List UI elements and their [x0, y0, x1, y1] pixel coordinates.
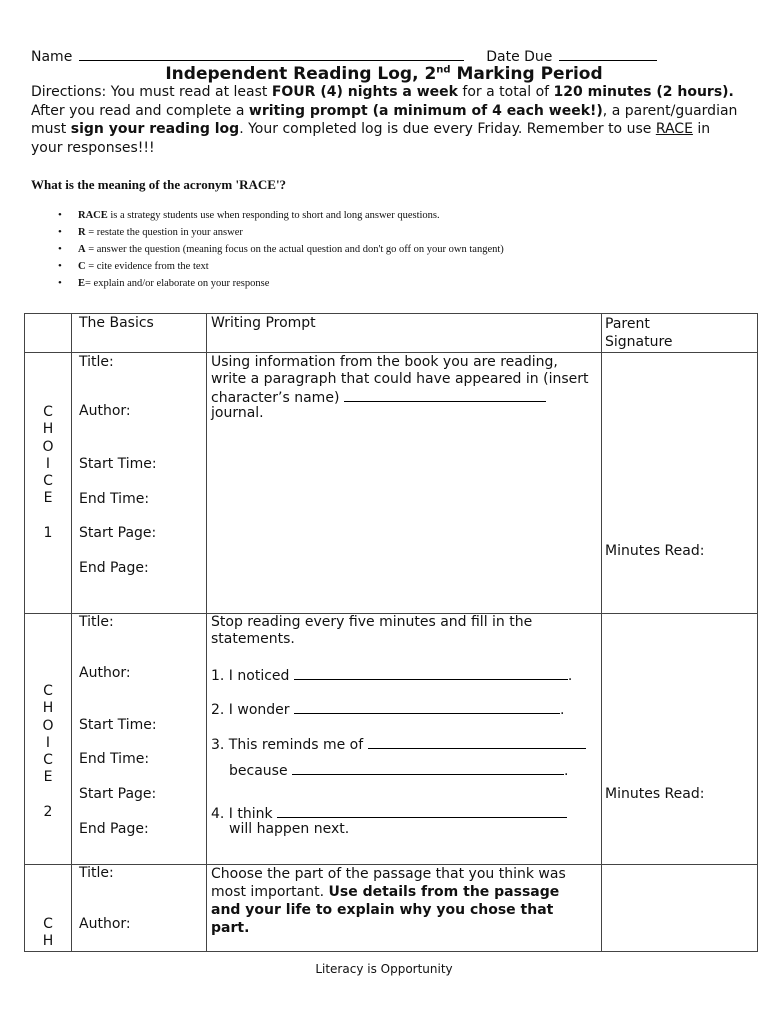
title-label: Title: — [79, 865, 114, 881]
name-date-row — [31, 46, 657, 65]
think-statement: 4. I think — [211, 804, 567, 822]
choice-3-label: C H — [42, 916, 54, 950]
header-cell-prompt: Writing Prompt — [207, 314, 602, 353]
choice-1-label: C H O I C E 1 — [42, 404, 54, 541]
header-cell-blank — [25, 314, 72, 353]
start-time-label: Start Time: — [79, 717, 157, 733]
start-page-label: Start Page: — [79, 525, 157, 541]
header-cell-signature: Parent Signature — [602, 314, 758, 353]
choice-label-cell — [25, 614, 72, 865]
author-label: Author: — [79, 665, 131, 681]
signature-cell[interactable] — [602, 353, 758, 614]
date-due-label: Date Due — [486, 49, 553, 65]
author-label: Author: — [79, 403, 131, 419]
list-item: • C = cite evidence from the text — [58, 261, 504, 278]
table-row-choice-1 — [25, 353, 758, 614]
race-list — [58, 210, 504, 295]
name-label: Name — [31, 49, 73, 65]
signature-cell[interactable] — [602, 614, 758, 865]
choice-label-cell — [25, 865, 72, 952]
writing-prompt-cell: Stop reading every five minutes and fill in the statements. 1. I noticed . 2. I wonder . 3. This reminds me of because . 4. I think will happen next. — [207, 614, 602, 865]
table-row-choice-2 — [25, 614, 758, 865]
name-field[interactable] — [79, 46, 464, 61]
start-page-label: Start Page: — [79, 786, 157, 802]
reminds-statement: 3. This reminds me of — [211, 735, 586, 753]
writing-prompt-cell: Using information from the book you are reading, write a paragraph that could have appeared in (insert character’s name) journal. — [207, 353, 602, 614]
list-item: • RACE is a strategy students use when responding to short and long answer questions. — [58, 210, 504, 227]
end-page-label: End Page: — [79, 821, 149, 837]
noticed-statement: 1. I noticed . — [211, 668, 573, 684]
basics-cell — [72, 614, 207, 865]
directions-paragraph: Directions: You must read at least FOUR (4) nights a week for a total of 120 minutes (2 hours). After you read and complete a writing prompt (a minimum of 4 each week!), a parent/guardian must sign your reading log. Your completed log is due every Friday. Remember to use RACE in your responses!!! — [31, 84, 738, 156]
wonder-statement: 2. I wonder . — [211, 702, 565, 718]
footer-text: Literacy is Opportunity — [315, 962, 453, 976]
basics-cell — [72, 865, 207, 952]
start-time-label: Start Time: — [79, 456, 157, 472]
choice-label-cell — [25, 353, 72, 614]
race-question: What is the meaning of the acronym 'RACE'? — [31, 177, 287, 192]
because-statement: because . — [229, 763, 569, 779]
choice-2-label: C H O I C E 2 — [42, 683, 54, 820]
header-cell-basics: The Basics — [72, 314, 207, 353]
minutes-read-label: Minutes Read: — [605, 543, 705, 559]
list-item: • A = answer the question (meaning focus on the actual question and don't go off on your own tangent) — [58, 244, 504, 261]
character-name-blank[interactable] — [344, 388, 546, 402]
title-label: Title: — [79, 354, 114, 370]
title-label: Title: — [79, 614, 114, 630]
author-label: Author: — [79, 916, 131, 932]
table-row-choice-3 — [25, 865, 758, 952]
end-page-label: End Page: — [79, 560, 149, 576]
reading-log-table — [24, 313, 758, 952]
list-item: • E= explain and/or elaborate on your response — [58, 278, 504, 295]
signature-cell[interactable] — [602, 865, 758, 952]
date-due-field[interactable] — [559, 46, 657, 61]
list-item: • R = restate the question in your answer — [58, 227, 504, 244]
end-time-label: End Time: — [79, 751, 150, 767]
writing-prompt-cell: Choose the part of the passage that you think was most important. Use details from the passage and your life to explain why you chose that part. — [207, 865, 602, 952]
table-header-row — [25, 314, 758, 353]
minutes-read-label: Minutes Read: — [605, 786, 705, 802]
basics-cell — [72, 353, 207, 614]
page-title: Independent Reading Log, 2nd Marking Period — [165, 64, 603, 84]
end-time-label: End Time: — [79, 491, 150, 507]
